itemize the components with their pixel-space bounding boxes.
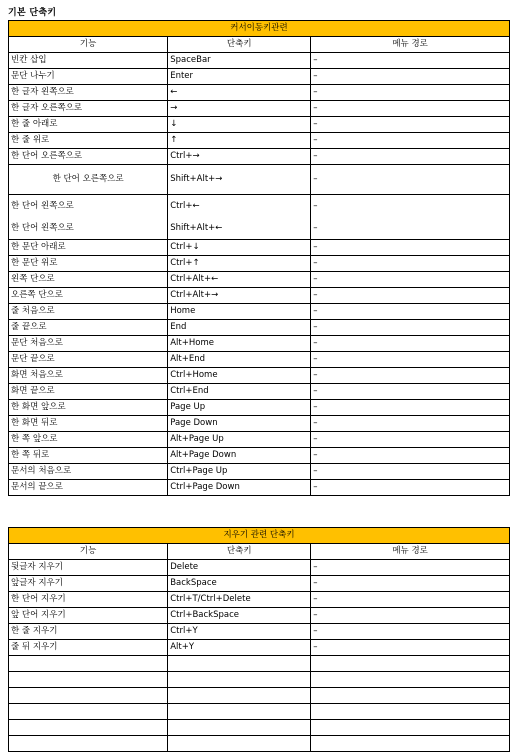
function-cell: 오른쪽 단으로 <box>9 288 168 304</box>
shortcut-cell: BackSpace <box>168 576 311 592</box>
function-cell: 한 화면 뒤로 <box>9 416 168 432</box>
menu-path-cell: – <box>311 624 510 640</box>
column-header-function: 기능 <box>9 37 168 53</box>
shortcut-text: Ctrl+← <box>170 201 200 211</box>
table-row <box>9 608 510 624</box>
function-cell: 뒷글자 지우기 <box>9 560 168 576</box>
shortcut-cell: ← <box>168 85 311 101</box>
shortcut-cell: ↑ <box>168 133 311 149</box>
menu-path-cell: – <box>311 592 510 608</box>
menu-path-cell: – <box>311 576 510 592</box>
shortcut-cell: Ctrl+↓ <box>168 240 311 256</box>
table-row <box>9 640 510 656</box>
menu-path-cell: – <box>311 560 510 576</box>
shortcut-cell: Alt+Page Down <box>168 448 311 464</box>
shortcut-cell: Shift+Alt+→ <box>168 165 311 195</box>
empty-cell <box>168 720 311 736</box>
shortcut-cell: Page Up <box>168 400 311 416</box>
menu-path-cell: – <box>311 640 510 656</box>
empty-cell <box>9 656 168 672</box>
table-row <box>9 133 510 149</box>
delete-shortcut-table <box>8 527 510 752</box>
empty-table-row <box>9 656 510 672</box>
menu-path-cell: – <box>311 336 510 352</box>
table-row <box>9 416 510 432</box>
function-cell: 왼쪽 단으로 <box>9 272 168 288</box>
shortcut-cell: → <box>168 101 311 117</box>
table-row <box>9 368 510 384</box>
empty-cell <box>168 672 311 688</box>
menu-path-cell <box>311 195 510 240</box>
function-cell: 한 쪽 앞으로 <box>9 432 168 448</box>
function-cell: 한 줄 지우기 <box>9 624 168 640</box>
menu-path-cell: – <box>311 368 510 384</box>
table-row <box>9 592 510 608</box>
shortcut-cell: Page Down <box>168 416 311 432</box>
function-cell <box>9 195 168 240</box>
shortcut-cell: Delete <box>168 560 311 576</box>
column-header-menu-path: 메뉴 경로 <box>311 544 510 560</box>
table-row <box>9 304 510 320</box>
menu-path-cell: – <box>311 272 510 288</box>
table-row <box>9 53 510 69</box>
function-cell: 줄 뒤 지우기 <box>9 640 168 656</box>
shortcut-cell: Ctrl+End <box>168 384 311 400</box>
menu-path-cell: – <box>311 256 510 272</box>
table-row <box>9 384 510 400</box>
table-row <box>9 117 510 133</box>
table-row <box>9 288 510 304</box>
menu-path-cell: – <box>311 320 510 336</box>
table-row <box>9 400 510 416</box>
shortcut-cell: Ctrl+BackSpace <box>168 608 311 624</box>
column-header-menu-path: 메뉴 경로 <box>311 37 510 53</box>
empty-cell <box>168 704 311 720</box>
function-cell: 한 단어 지우기 <box>9 592 168 608</box>
function-cell: 문서의 끝으로 <box>9 480 168 496</box>
menu-path-text: – <box>313 223 318 233</box>
function-cell: 화면 끝으로 <box>9 384 168 400</box>
menu-path-text: – <box>313 201 318 211</box>
empty-cell <box>311 672 510 688</box>
empty-cell <box>9 672 168 688</box>
table-row <box>9 352 510 368</box>
function-cell: 줄 처음으로 <box>9 304 168 320</box>
column-header-shortcut: 단축키 <box>168 544 311 560</box>
function-cell: 빈칸 삽입 <box>9 53 168 69</box>
function-cell: 한 쪽 뒤로 <box>9 448 168 464</box>
shortcut-cell: Ctrl+T/Ctrl+Delete <box>168 592 311 608</box>
page-title: 기본 단축키 <box>8 8 57 18</box>
table-row <box>9 101 510 117</box>
menu-path-cell: – <box>311 240 510 256</box>
menu-path-cell: – <box>311 85 510 101</box>
shortcut-cell: Ctrl+→ <box>168 149 311 165</box>
table-row <box>9 560 510 576</box>
empty-table-row <box>9 704 510 720</box>
shortcut-cell: Alt+End <box>168 352 311 368</box>
function-cell: 한 단어 오른쪽으로 <box>9 165 168 195</box>
function-cell: 한 글자 왼쪽으로 <box>9 85 168 101</box>
shortcut-cell: SpaceBar <box>168 53 311 69</box>
function-cell: 한 줄 위로 <box>9 133 168 149</box>
menu-path-cell: – <box>311 448 510 464</box>
function-cell: 한 화면 앞으로 <box>9 400 168 416</box>
shortcut-cell: Home <box>168 304 311 320</box>
empty-table-row <box>9 672 510 688</box>
menu-path-cell: – <box>311 69 510 85</box>
table-row <box>9 256 510 272</box>
empty-cell <box>311 688 510 704</box>
menu-path-cell: – <box>311 117 510 133</box>
function-cell: 문단 끝으로 <box>9 352 168 368</box>
empty-cell <box>311 656 510 672</box>
menu-path-cell: – <box>311 165 510 195</box>
shortcut-cell: Ctrl+Page Down <box>168 480 311 496</box>
table-row <box>9 432 510 448</box>
column-header-function: 기능 <box>9 544 168 560</box>
table-row <box>9 480 510 496</box>
empty-cell <box>311 704 510 720</box>
empty-cell <box>168 656 311 672</box>
table-row <box>9 464 510 480</box>
function-cell: 문단 처음으로 <box>9 336 168 352</box>
empty-cell <box>9 720 168 736</box>
function-cell: 한 문단 아래로 <box>9 240 168 256</box>
menu-path-cell: – <box>311 101 510 117</box>
shortcut-cell: End <box>168 320 311 336</box>
menu-path-cell: – <box>311 149 510 165</box>
table-row <box>9 149 510 165</box>
section-title: 커서이동키관련 <box>9 21 510 37</box>
function-cell: 앞 단어 지우기 <box>9 608 168 624</box>
shortcut-cell <box>168 195 311 240</box>
cursor-shortcut-table <box>8 20 510 496</box>
menu-path-cell: – <box>311 608 510 624</box>
empty-cell <box>168 736 311 752</box>
table-row <box>9 336 510 352</box>
menu-path-cell: – <box>311 432 510 448</box>
function-cell: 화면 처음으로 <box>9 368 168 384</box>
menu-path-cell: – <box>311 384 510 400</box>
menu-path-cell: – <box>311 304 510 320</box>
empty-cell <box>311 736 510 752</box>
menu-path-cell: – <box>311 416 510 432</box>
function-cell: 한 문단 위로 <box>9 256 168 272</box>
section-title: 지우기 관련 단축키 <box>9 528 510 544</box>
function-cell: 줄 끝으로 <box>9 320 168 336</box>
menu-path-cell: – <box>311 400 510 416</box>
function-cell: 문서의 처음으로 <box>9 464 168 480</box>
empty-cell <box>311 720 510 736</box>
function-text: 한 단어 왼쪽으로 <box>11 201 74 211</box>
menu-path-cell: – <box>311 53 510 69</box>
menu-path-cell: – <box>311 352 510 368</box>
shortcut-text: Shift+Alt+← <box>170 223 223 233</box>
shortcut-cell: Enter <box>168 69 311 85</box>
function-cell: 한 단어 오른쪽으로 <box>9 149 168 165</box>
table-row <box>9 448 510 464</box>
function-text: 한 단어 왼쪽으로 <box>11 223 74 233</box>
shortcut-cell: Ctrl+↑ <box>168 256 311 272</box>
shortcut-cell: Alt+Home <box>168 336 311 352</box>
table-row <box>9 624 510 640</box>
function-cell: 앞글자 지우기 <box>9 576 168 592</box>
empty-cell <box>9 688 168 704</box>
menu-path-cell: – <box>311 288 510 304</box>
table-row <box>9 320 510 336</box>
empty-table-row <box>9 736 510 752</box>
shortcut-cell: ↓ <box>168 117 311 133</box>
shortcut-cell: Ctrl+Home <box>168 368 311 384</box>
shortcut-cell: Ctrl+Y <box>168 624 311 640</box>
menu-path-cell: – <box>311 133 510 149</box>
table-row <box>9 85 510 101</box>
shortcut-cell: Alt+Y <box>168 640 311 656</box>
shortcut-cell: Alt+Page Up <box>168 432 311 448</box>
shortcut-cell: Ctrl+Alt+← <box>168 272 311 288</box>
function-cell: 한 줄 아래로 <box>9 117 168 133</box>
empty-table-row <box>9 688 510 704</box>
table-row <box>9 69 510 85</box>
table-row <box>9 195 510 240</box>
shortcut-cell: Ctrl+Page Up <box>168 464 311 480</box>
menu-path-cell: – <box>311 480 510 496</box>
table-row <box>9 576 510 592</box>
function-cell: 한 글자 오른쪽으로 <box>9 101 168 117</box>
empty-cell <box>9 736 168 752</box>
table-row <box>9 272 510 288</box>
table-row <box>9 240 510 256</box>
empty-cell <box>168 688 311 704</box>
empty-cell <box>9 704 168 720</box>
function-cell: 문단 나누기 <box>9 69 168 85</box>
column-header-shortcut: 단축키 <box>168 37 311 53</box>
shortcut-cell: Ctrl+Alt+→ <box>168 288 311 304</box>
menu-path-cell: – <box>311 464 510 480</box>
empty-table-row <box>9 720 510 736</box>
